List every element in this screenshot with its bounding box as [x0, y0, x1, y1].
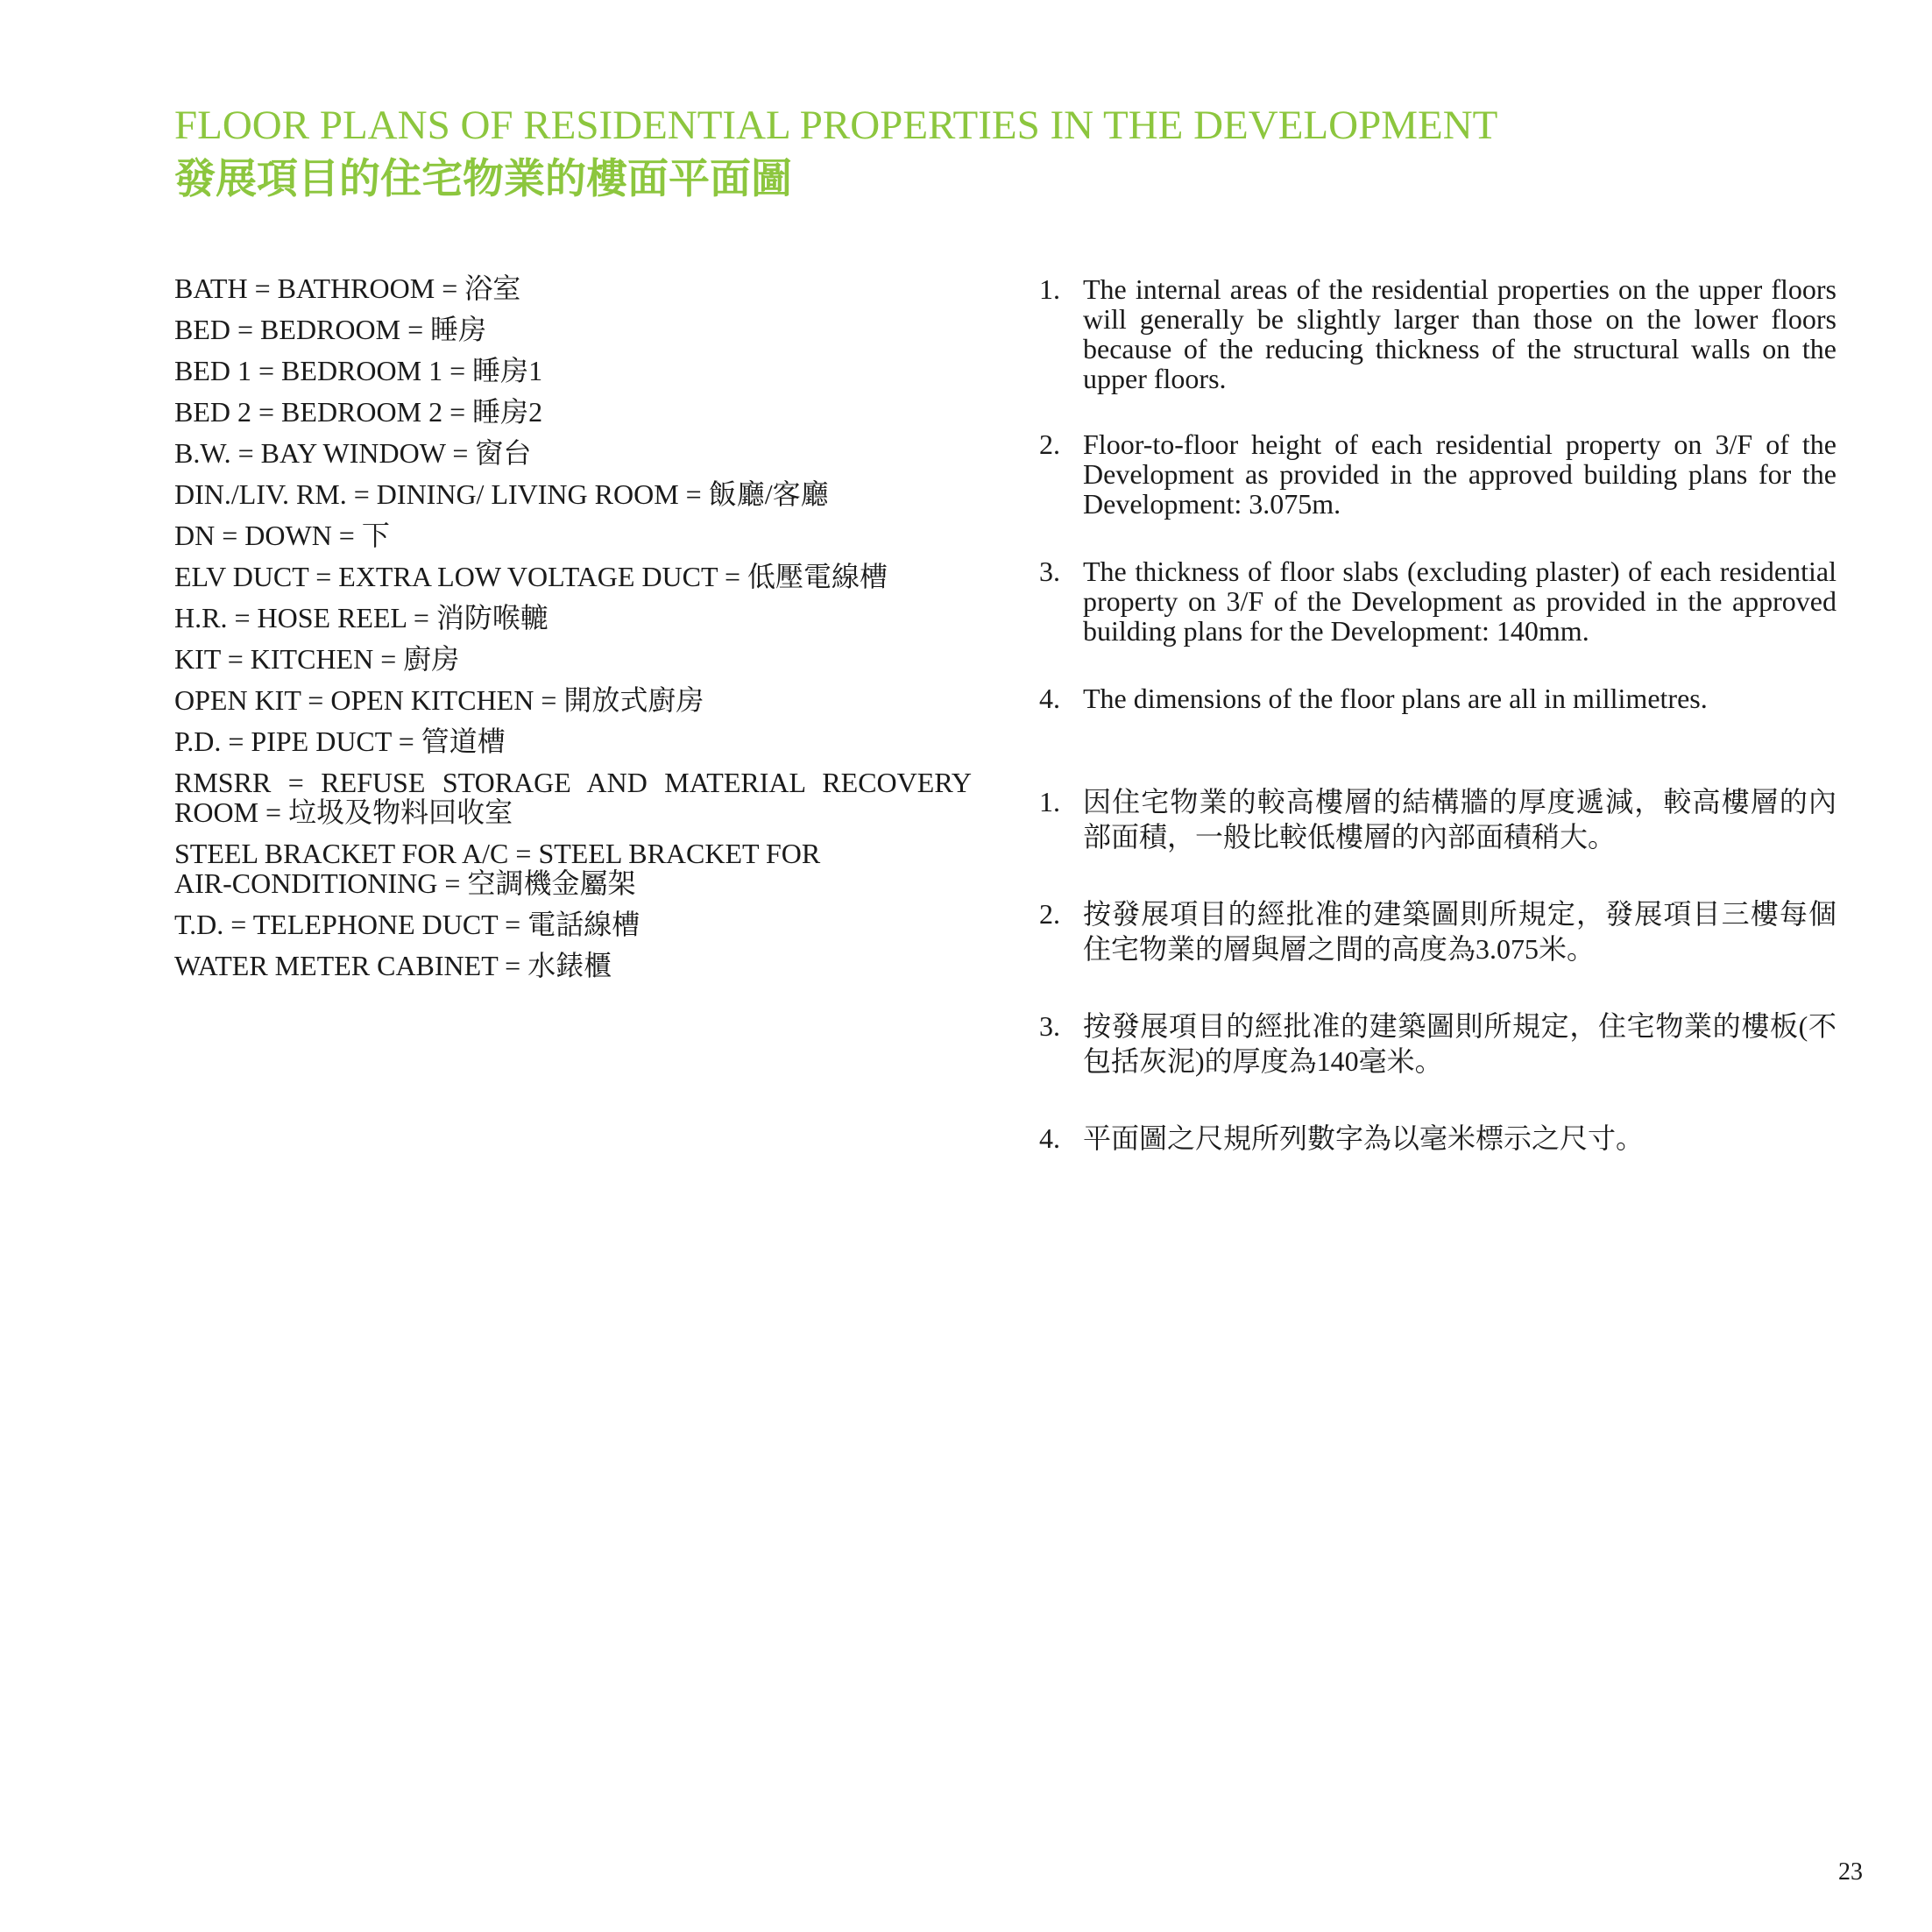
note-number: 2.	[1039, 898, 1060, 930]
note-number: 1.	[1039, 786, 1060, 817]
abbreviation-legend	[174, 273, 972, 992]
legend-item-rmsrr: RMSRR = REFUSE STORAGE AND MATERIAL RECOVERY ROOM = 垃圾及物料回收室	[174, 767, 972, 828]
legend-item-down: DN = DOWN = 下	[174, 520, 390, 551]
note-en-item	[1039, 274, 1836, 393]
legend-item-open-kitchen: OPEN KIT = OPEN KITCHEN = 開放式廚房	[174, 684, 704, 716]
note-en-item	[1039, 683, 1836, 713]
legend-item-bed-2: BED 2 = BEDROOM 2 = 睡房2	[174, 396, 543, 428]
note-text: The dimensions of the floor plans are all in millimetres.	[1083, 683, 1708, 714]
note-number: 3.	[1039, 556, 1060, 587]
legend-item-bay-window: B.W. = BAY WINDOW = 窗台	[174, 437, 532, 469]
note-text: The thickness of floor slabs (excluding plaster) of each residential property on 3/F of the Development as provided in the approved building plans for the Development: 140mm.	[1083, 556, 1836, 647]
page-title-chinese: 發展項目的住宅物業的樓面平面圖	[174, 157, 792, 202]
note-en-item	[1039, 429, 1836, 519]
note-zh-item	[1039, 784, 1836, 854]
note-number: 1.	[1039, 273, 1060, 305]
page-title-english: FLOOR PLANS OF RESIDENTIAL PROPERTIES IN THE DEVELOPMENT	[174, 103, 1498, 148]
legend-item-water-meter: WATER METER CABINET = 水錶櫃	[174, 950, 612, 981]
note-number: 2.	[1039, 428, 1060, 460]
legend-item-steel-bracket: STEEL BRACKET FOR A/C = STEEL BRACKET FOR AIR-CONDITIONING = 空調機金屬架	[174, 838, 821, 899]
legend-item-telephone-duct: T.D. = TELEPHONE DUCT = 電話線槽	[174, 909, 640, 940]
legend-item-elv-duct: ELV DUCT = EXTRA LOW VOLTAGE DUCT = 低壓電線槽	[174, 561, 888, 592]
note-number: 4.	[1039, 683, 1060, 714]
legend-item-pipe-duct: P.D. = PIPE DUCT = 管道槽	[174, 725, 506, 757]
legend-item-bed: BED = BEDROOM = 睡房	[174, 314, 487, 345]
note-text: 按發展項目的經批准的建築圖則所規定，發展項目三樓每個住宅物業的層與層之間的高度為3.075米。	[1083, 898, 1836, 965]
note-text: 按發展項目的經批准的建築圖則所規定，住宅物業的樓板(不包括灰泥)的厚度為140毫米。	[1083, 1010, 1836, 1077]
note-number: 3.	[1039, 1010, 1060, 1042]
note-number: 4.	[1039, 1122, 1060, 1154]
note-zh-item	[1039, 1008, 1836, 1079]
legend-item-dining-living: DIN./LIV. RM. = DINING/ LIVING ROOM = 飯廳/客廳	[174, 478, 829, 510]
note-text: 平面圖之尺規所列數字為以毫米標示之尺寸。	[1083, 1122, 1645, 1154]
note-text: 因住宅物業的較高樓層的結構牆的厚度遞減，較高樓層的內部面積，一般比較低樓層的內部面積稍大。	[1083, 786, 1836, 853]
note-zh-item	[1039, 1121, 1836, 1156]
note-en-item	[1039, 556, 1836, 646]
note-text: The internal areas of the residential properties on the upper floors will generally be slightly larger than those on the lower floors because of the reducing thickness of the structural walls on the upper floors.	[1083, 273, 1836, 394]
notes-chinese	[1039, 784, 1836, 1156]
notes-english	[1039, 274, 1836, 713]
page-number: 23	[1838, 1858, 1863, 1886]
legend-item-bath: BATH = BATHROOM = 浴室	[174, 272, 521, 304]
note-zh-item	[1039, 896, 1836, 966]
note-text: Floor-to-floor height of each residential property on 3/F of the Development as provided in the approved building plans for the Development: 3.075m.	[1083, 428, 1836, 520]
legend-item-kitchen: KIT = KITCHEN = 廚房	[174, 643, 460, 675]
legend-item-bed-1: BED 1 = BEDROOM 1 = 睡房1	[174, 355, 543, 386]
legend-item-hose-reel: H.R. = HOSE REEL = 消防喉轆	[174, 602, 548, 633]
